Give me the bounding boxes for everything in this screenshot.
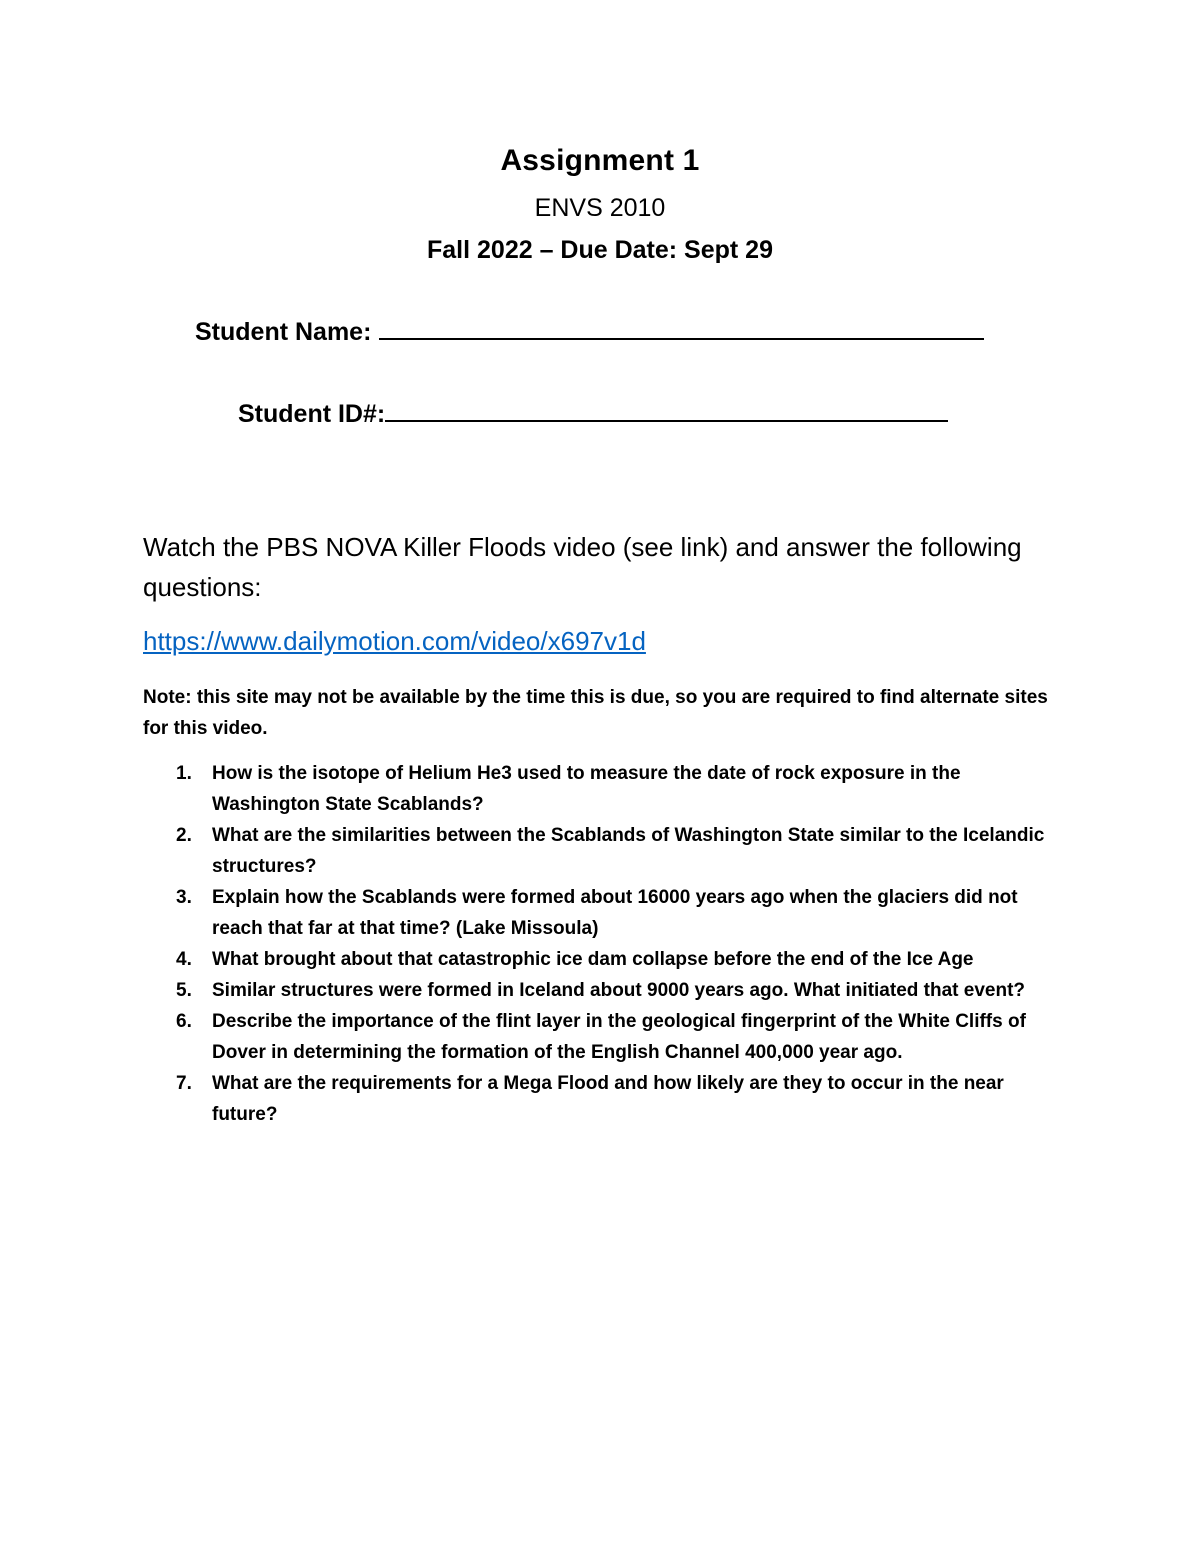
questions-list xyxy=(143,758,1073,1130)
question-text: What are the similarities between the Scablands of Washington State similar to the Icelandic structures? xyxy=(212,825,1045,877)
student-id-blank xyxy=(385,402,948,422)
question-item xyxy=(143,882,1073,944)
question-item xyxy=(143,975,1073,1006)
video-link[interactable]: https://www.dailymotion.com/video/x697v1d xyxy=(143,626,646,656)
question-number: 2. xyxy=(176,825,192,846)
question-text: How is the isotope of Helium He3 used to measure the date of rock exposure in the Washington State Scablands? xyxy=(212,763,961,815)
student-name-field xyxy=(195,318,984,347)
question-text: What brought about that catastrophic ice dam collapse before the end of the Ice Age xyxy=(212,949,974,970)
student-name-label: Student Name: xyxy=(195,318,372,346)
question-text: Explain how the Scablands were formed about 16000 years ago when the glaciers did not reach that far at that time? (Lake Missoula) xyxy=(212,887,1018,939)
question-item xyxy=(143,1006,1073,1068)
question-number: 3. xyxy=(176,887,192,908)
question-text: Similar structures were formed in Iceland about 9000 years ago. What initiated that event? xyxy=(212,980,1026,1001)
term-due-date: Fall 2022 – Due Date: Sept 29 xyxy=(427,236,773,264)
assignment-title: Assignment 1 xyxy=(500,144,700,177)
question-text: Describe the importance of the flint layer in the geological fingerprint of the White Cliffs of Dover in determining the formation of the English Channel 400,000 year ago. xyxy=(212,1011,1026,1063)
student-name-blank xyxy=(379,320,984,340)
student-id-field xyxy=(238,400,948,429)
question-number: 7. xyxy=(176,1073,192,1094)
question-item xyxy=(143,820,1073,882)
question-number: 1. xyxy=(176,763,192,784)
course-code: ENVS 2010 xyxy=(534,194,666,222)
question-number: 4. xyxy=(176,949,192,970)
question-number: 5. xyxy=(176,980,192,1001)
question-item xyxy=(143,758,1073,820)
note-text: Note: this site may not be available by the time this is due, so you are required to find alternate sites for this video. xyxy=(143,687,1048,739)
question-item xyxy=(143,944,1073,975)
question-text: What are the requirements for a Mega Flood and how likely are they to occur in the near future? xyxy=(212,1073,1004,1125)
question-item xyxy=(143,1068,1073,1130)
question-number: 6. xyxy=(176,1011,192,1032)
student-id-label: Student ID#: xyxy=(238,400,386,428)
instructions-text: Watch the PBS NOVA Killer Floods video (see link) and answer the following questions: xyxy=(143,532,1022,602)
